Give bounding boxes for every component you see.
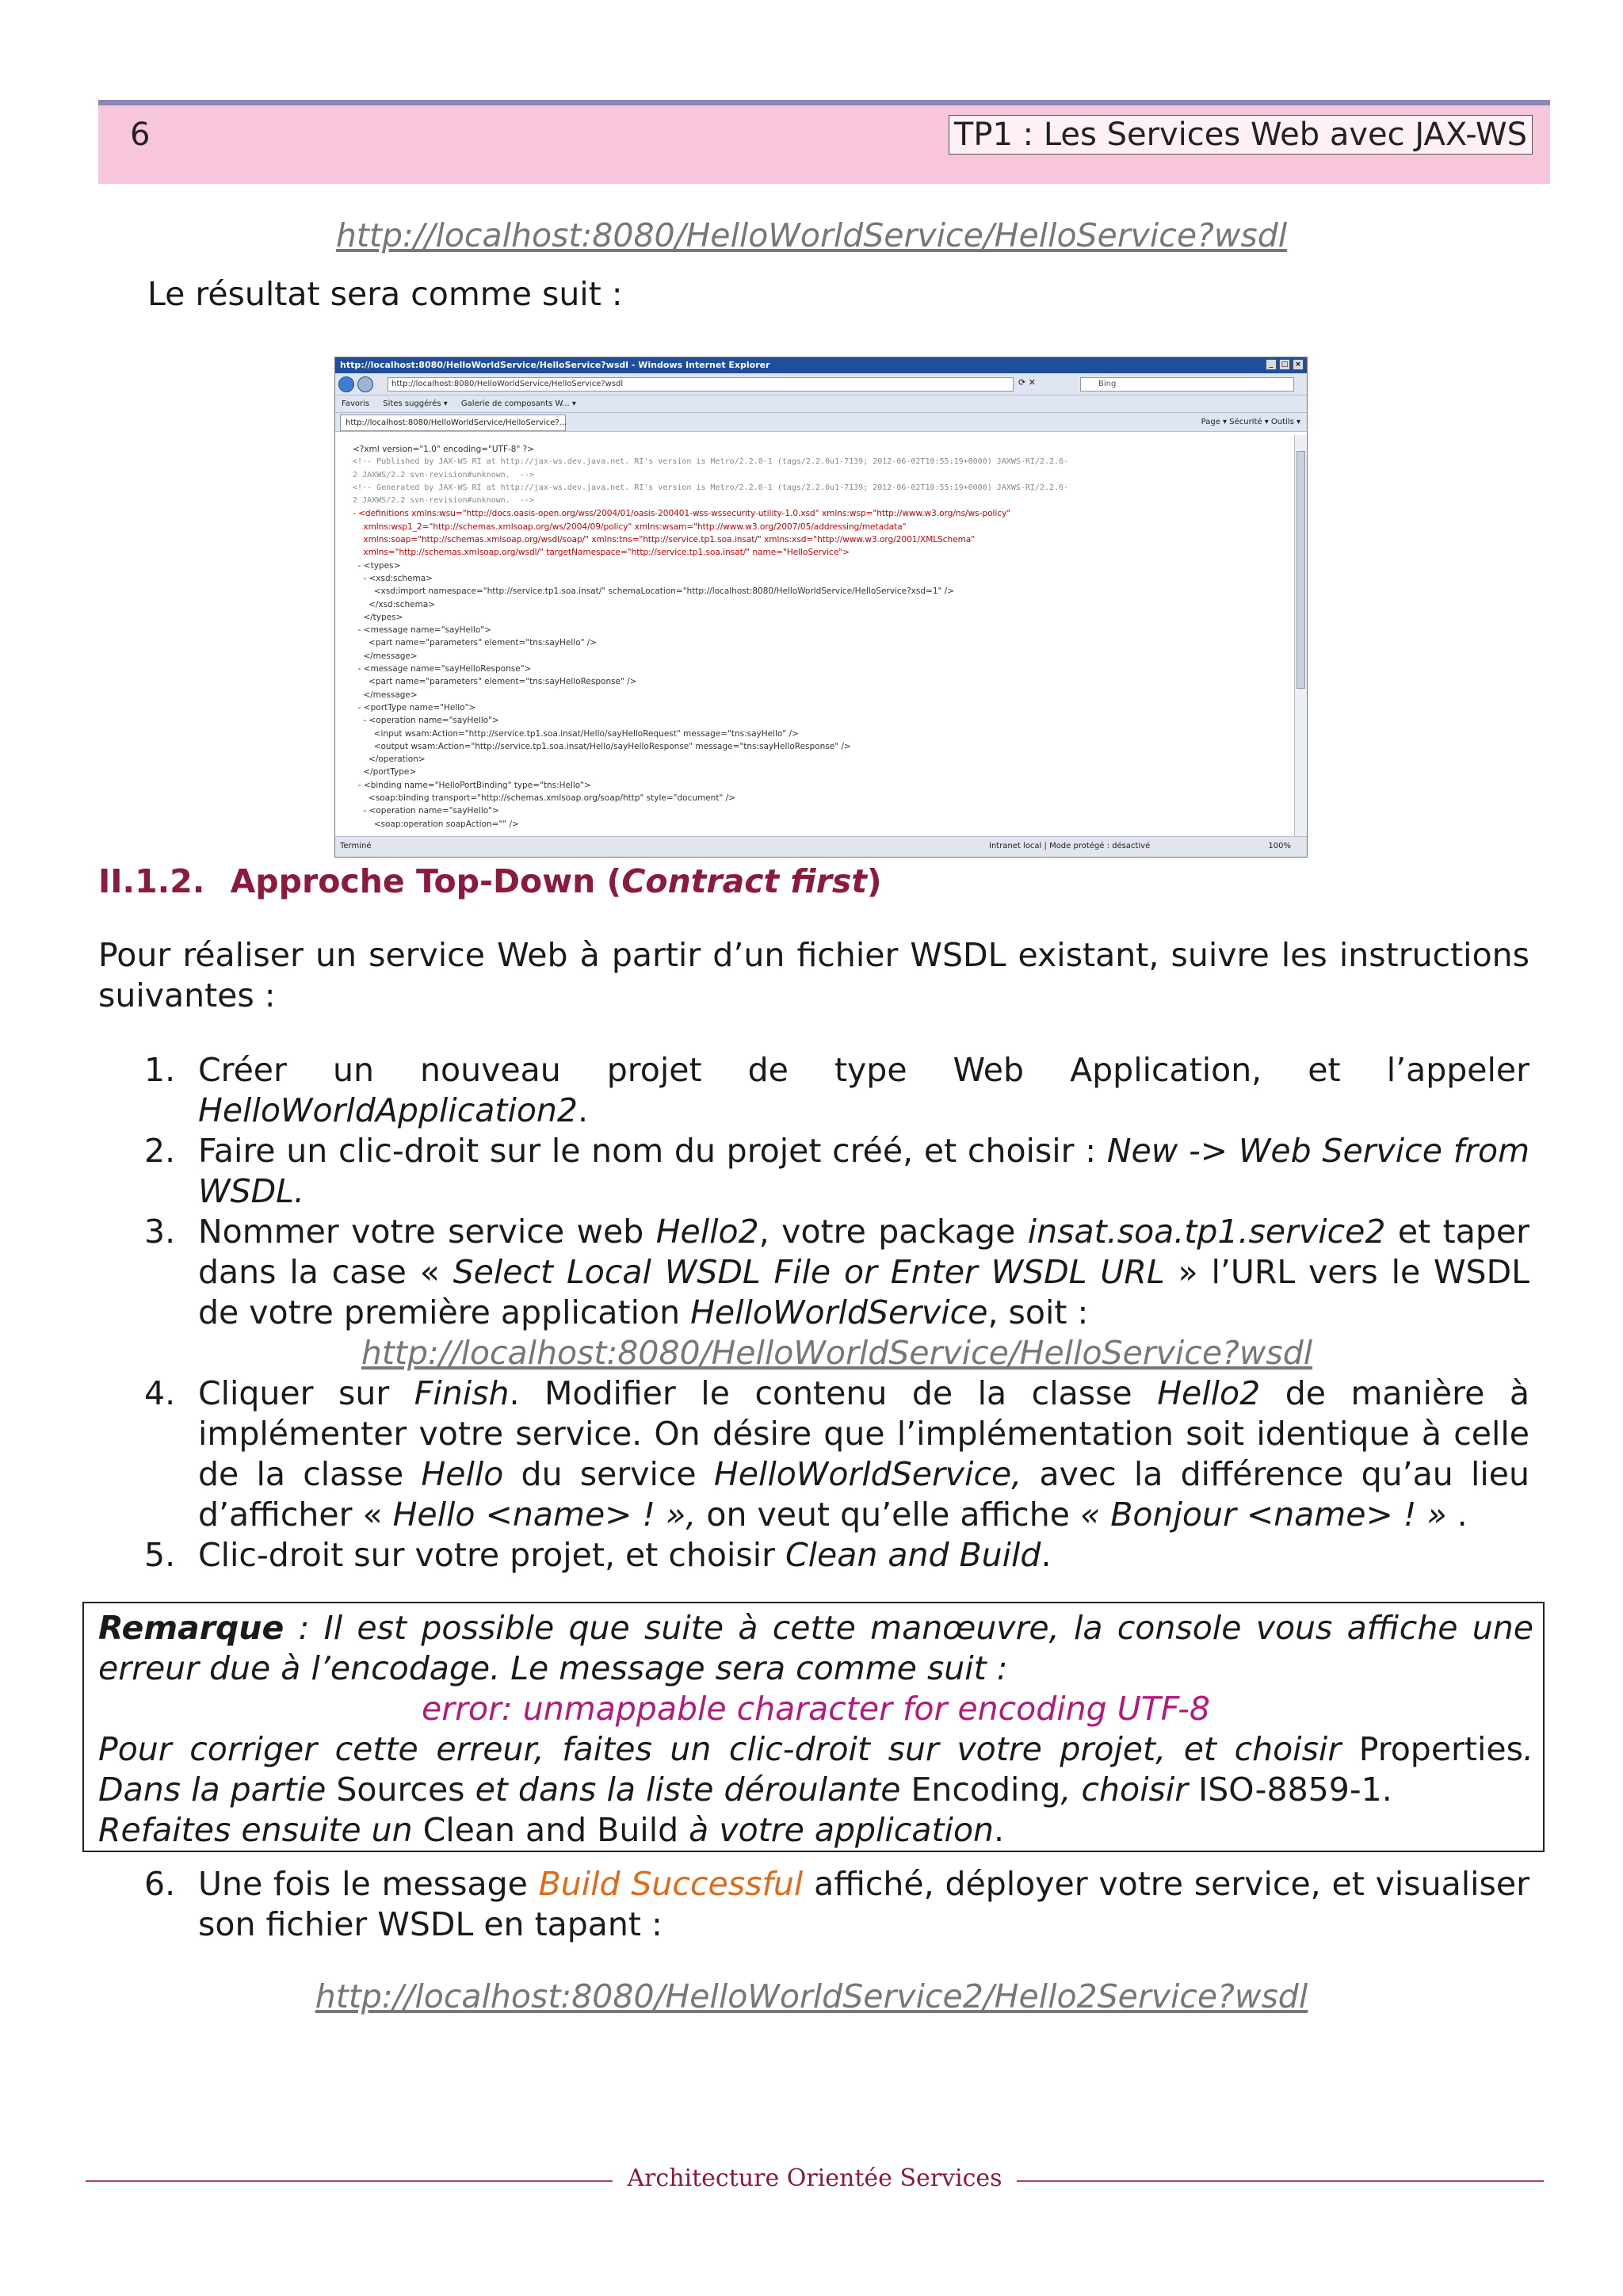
step-text: , soit : bbox=[987, 1293, 1089, 1331]
remark-intro bbox=[98, 1608, 1533, 1689]
button-name: Finish bbox=[414, 1374, 510, 1412]
wsdl-link-2[interactable]: http://localhost:8080/HelloWorldService/HelloService?wsdl bbox=[361, 1334, 1313, 1372]
error-message: error: unmappable character for encoding UTF-8 bbox=[422, 1690, 1210, 1728]
xml-line: <output wsam:Action="http://service.tp1.soa.insat/Hello/sayHelloResponse" message="tns:sayHelloResponse" /> bbox=[353, 741, 851, 751]
status-text: Terminé bbox=[340, 842, 372, 850]
step-6 bbox=[144, 1864, 1529, 1945]
scrollbar-thumb[interactable] bbox=[1296, 451, 1305, 689]
xml-line: 2 JAXWS/2.2 svn-revision#unknown. --> bbox=[353, 496, 534, 506]
refresh-icon[interactable]: ⟳ ✕ bbox=[1018, 377, 1036, 388]
section-title-suffix: ) bbox=[866, 862, 882, 900]
step-text: Cliquer sur bbox=[198, 1374, 414, 1412]
step-5 bbox=[144, 1535, 1529, 1576]
remark-text: Refaites ensuite un bbox=[98, 1811, 423, 1849]
xml-line: <xsd:import namespace="http://service.tp1.soa.insat/" schemaLocation="http://localhost:8080/HelloWorldService/HelloService?xsd=1" /> bbox=[353, 586, 955, 597]
step-text: . bbox=[1446, 1496, 1468, 1534]
gallery-link[interactable]: Galerie de composants W... ▾ bbox=[460, 399, 576, 408]
menu-item: Encoding bbox=[911, 1771, 1061, 1809]
back-icon[interactable] bbox=[338, 376, 354, 392]
security-zone: Intranet local | Mode protégé : désactivé bbox=[989, 842, 1151, 850]
step-text: Une fois le message bbox=[198, 1865, 539, 1903]
section-number: II.1.2. bbox=[98, 862, 205, 900]
xml-line: xmlns:wsp1_2="http://schemas.xmlsoap.org/ws/2004/09/policy" xmlns:wsam="http://www.w3.org/2007/05/addressing/metadata" bbox=[353, 521, 907, 532]
step-text: . bbox=[578, 1091, 589, 1129]
xml-line: - <portType name="Hello"> bbox=[353, 702, 476, 712]
ie-toolbar-commands[interactable]: Page ▾ Sécurité ▾ Outils ▾ bbox=[1201, 418, 1300, 426]
step-text: , votre package bbox=[758, 1213, 1028, 1251]
remark-rebuild bbox=[98, 1810, 1533, 1851]
section-heading bbox=[98, 862, 882, 900]
footer-text-wrap bbox=[86, 2164, 1544, 2192]
footer-text: Architecture Orientée Services bbox=[613, 2164, 1016, 2192]
remark-text: . bbox=[1381, 1771, 1392, 1809]
minimize-icon[interactable]: _ bbox=[1266, 359, 1277, 370]
xml-line: <part name="parameters" element="tns:sayHello" /> bbox=[353, 638, 598, 648]
ie-title-bar bbox=[335, 357, 1307, 373]
xml-line: xmlns="http://schemas.xmlsoap.org/wsdl/" targetNamespace="http://service.tp1.soa.insat/" name="HelloService"> bbox=[353, 548, 850, 558]
menu-path: New -> Web Service from WSDL. bbox=[198, 1132, 1530, 1210]
step-text: affiché, déployer votre service, et visualiser son fichier WSDL en tapant : bbox=[198, 1865, 1529, 1943]
menu-item: Sources bbox=[336, 1771, 465, 1809]
xml-line: - <operation name="sayHello"> bbox=[353, 716, 499, 726]
url-line-2 bbox=[144, 1333, 1529, 1373]
xml-line: <!-- Generated by JAX-WS RI at http://jax-ws.dev.java.net. RI's version is Metro/2.2.0-1 (tags/2.2.0u1-7139; 2012-06-02T10:55:19+0000) JAXWS-RI/2.2.6- bbox=[353, 483, 1069, 492]
page-number: 6 bbox=[130, 117, 151, 153]
remark-label: Remarque bbox=[98, 1609, 285, 1647]
step-text: Créer un nouveau projet de type Web Application, et l’appeler bbox=[198, 1051, 1529, 1089]
app-name: HelloWorldService bbox=[690, 1293, 988, 1331]
xml-line: <input wsam:Action="http://service.tp1.soa.insat/Hello/sayHelloRequest" message="tns:sayHello" /> bbox=[353, 728, 799, 739]
step-text: . bbox=[1041, 1536, 1052, 1574]
output-text: Hello <name> ! », bbox=[392, 1496, 697, 1534]
xml-line: </xsd:schema> bbox=[353, 599, 436, 609]
service-name: HelloWorldService, bbox=[713, 1455, 1022, 1493]
section-title-italic: Contract first bbox=[621, 862, 867, 900]
xml-line: </operation> bbox=[353, 755, 426, 765]
vertical-scrollbar[interactable] bbox=[1294, 435, 1307, 838]
ie-tab-bar bbox=[335, 413, 1307, 432]
xml-line: - <binding name="HelloPortBinding" type="tns:Hello"> bbox=[353, 780, 591, 790]
action-name: Clean and Build bbox=[422, 1811, 679, 1849]
steps-list-continued bbox=[144, 1864, 1529, 1945]
remark-box bbox=[82, 1602, 1545, 1852]
result-text: Le résultat sera comme suit : bbox=[147, 275, 623, 313]
xml-line: - <operation name="sayHello"> bbox=[353, 806, 499, 816]
encoding-value: ISO-8859-1 bbox=[1198, 1771, 1382, 1809]
xml-line: 2 JAXWS/2.2 svn-revision#unknown. --> bbox=[353, 470, 534, 479]
class-name: Hello2 bbox=[1157, 1374, 1261, 1412]
step-text: on veut qu’elle affiche bbox=[696, 1496, 1080, 1534]
step-text: du service bbox=[503, 1455, 714, 1493]
xml-line: - <message name="sayHelloResponse"> bbox=[353, 664, 532, 674]
menu-item: Properties bbox=[1358, 1730, 1523, 1768]
step-number: 5. bbox=[144, 1536, 176, 1574]
xml-document-view bbox=[335, 435, 1294, 838]
remark-text: . bbox=[994, 1811, 1005, 1849]
ie-window-title: http://localhost:8080/HelloWorldService/HelloService?wsdl - Windows Internet Explorer bbox=[340, 360, 770, 370]
wsdl-link-1[interactable]: http://localhost:8080/HelloWorldService/HelloService?wsdl bbox=[335, 216, 1288, 254]
header-title: TP1 : Les Services Web avec JAX-WS bbox=[949, 115, 1533, 155]
section-title-prefix: Approche Top-Down ( bbox=[230, 862, 622, 900]
step-3 bbox=[144, 1212, 1529, 1373]
intro-paragraph: Pour réaliser un service Web à partir d’un fichier WSDL existant, suivre les instructions suivantes : bbox=[98, 936, 1529, 1014]
xml-line: <!-- Published by JAX-WS RI at http://jax-ws.dev.java.net. RI's version is Metro/2.2.0-1 (tags/2.2.0u1-7139; 2012-06-02T10:55:19+0000) JAXWS-RI/2.2.6- bbox=[353, 457, 1069, 467]
zoom-level[interactable]: 100% bbox=[1268, 842, 1291, 850]
step-number: 2. bbox=[144, 1132, 176, 1170]
remark-fix bbox=[98, 1729, 1533, 1810]
maximize-icon[interactable]: □ bbox=[1279, 359, 1290, 370]
wsdl-link-3[interactable]: http://localhost:8080/HelloWorldService2/Hello2Service?wsdl bbox=[315, 1977, 1308, 2015]
action-name: Clean and Build bbox=[785, 1536, 1041, 1574]
remark-text: . Dans la partie bbox=[98, 1730, 1533, 1809]
suggested-sites-link[interactable]: Sites suggérés ▾ bbox=[383, 399, 448, 408]
page-header bbox=[98, 100, 1550, 184]
xml-line: - <definitions xmlns:wsu="http://docs.oasis-open.org/wss/2004/01/oasis-200401-wss-wssecurity-utility-1.0.xsd" xmlns:wsp="http://www.w3.org/ns/ws-policy" bbox=[353, 509, 1011, 519]
page-footer bbox=[86, 2164, 1544, 2196]
ie-tab[interactable]: http://localhost:8080/HelloWorldService/HelloService?... bbox=[340, 415, 566, 431]
step-text: et taper dans la case « bbox=[198, 1213, 1529, 1291]
step-number: 3. bbox=[144, 1213, 176, 1251]
step-4 bbox=[144, 1373, 1529, 1535]
xml-line: </types> bbox=[353, 612, 403, 622]
xml-line: - <xsd:schema> bbox=[353, 573, 433, 583]
favorites-button[interactable]: Favoris bbox=[342, 399, 370, 408]
class-name: Hello bbox=[421, 1455, 504, 1493]
step-text: avec la différence qu’au lieu d’afficher « bbox=[198, 1455, 1529, 1534]
step-1 bbox=[144, 1050, 1529, 1131]
field-name: Select Local WSDL File or Enter WSDL URL bbox=[453, 1253, 1165, 1291]
xml-line: </message> bbox=[353, 651, 418, 661]
output-text: « Bonjour <name> ! » bbox=[1079, 1496, 1447, 1534]
step-2 bbox=[144, 1131, 1529, 1212]
build-message: Build Successful bbox=[538, 1865, 804, 1903]
remark-text: , choisir bbox=[1060, 1771, 1199, 1809]
remark-text: et dans la liste déroulante bbox=[464, 1771, 911, 1809]
forward-icon[interactable] bbox=[357, 376, 373, 392]
step-text: » l’URL vers le WSDL de votre première application bbox=[198, 1253, 1529, 1331]
step-text: Faire un clic-droit sur le nom du projet créé, et choisir : bbox=[198, 1132, 1107, 1170]
xml-line: - <message name="sayHello"> bbox=[353, 625, 491, 636]
xml-line: - <types> bbox=[353, 560, 401, 571]
close-icon[interactable]: × bbox=[1293, 359, 1304, 370]
xml-line: <soap:operation soapAction="" /> bbox=[353, 819, 519, 829]
ie-status-bar bbox=[335, 836, 1307, 857]
ie-url-input[interactable]: http://localhost:8080/HelloWorldService/HelloService?wsdl bbox=[388, 377, 1014, 392]
step-text: Nommer votre service web bbox=[198, 1213, 656, 1251]
url-line-3 bbox=[0, 1977, 1623, 2015]
xml-line: xmlns:soap="http://schemas.xmlsoap.org/wsdl/soap/" xmlns:tns="http://service.tp1.soa.insat/" xmlns:xsd="http://www.w3.org/2001/XMLSchema" bbox=[353, 535, 976, 545]
step-number: 6. bbox=[144, 1865, 176, 1903]
url-line-1 bbox=[0, 216, 1623, 254]
step-text: Clic-droit sur votre projet, et choisir bbox=[198, 1536, 785, 1574]
xml-line: <soap:binding transport="http://schemas.xmlsoap.org/soap/http" style="document" /> bbox=[353, 793, 735, 804]
steps-list bbox=[144, 1050, 1529, 1576]
package-name: insat.soa.tp1.service2 bbox=[1027, 1213, 1386, 1251]
ie-address-bar bbox=[335, 373, 1307, 395]
remark-text: Pour corriger cette erreur, faites un clic-droit sur votre projet, et choisir bbox=[98, 1730, 1359, 1768]
ie-favorites-bar bbox=[335, 395, 1307, 413]
remark-text: à votre application bbox=[678, 1811, 995, 1849]
service-name: Hello2 bbox=[655, 1213, 759, 1251]
xml-line: <part name="parameters" element="tns:sayHelloResponse" /> bbox=[353, 677, 637, 687]
step-text: de manière à implémenter votre service. On désire que l’implémentation soit identique à celle de la classe bbox=[198, 1374, 1529, 1493]
step-number: 4. bbox=[144, 1374, 176, 1412]
remark-text: : Il est possible que suite à cette manœuvre, la console vous affiche une erreur due à l’encodage. Le message sera comme suit : bbox=[98, 1609, 1533, 1687]
step-text: . Modifier le contenu de la classe bbox=[509, 1374, 1158, 1412]
ie-search-input[interactable]: Bing bbox=[1080, 377, 1294, 392]
browser-screenshot bbox=[334, 357, 1308, 858]
xml-line: <?xml version="1.0" encoding="UTF-8" ?> bbox=[353, 445, 535, 454]
xml-line: </message> bbox=[353, 690, 418, 700]
xml-line: </portType> bbox=[353, 767, 417, 777]
project-name: HelloWorldApplication2 bbox=[198, 1091, 578, 1129]
step-number: 1. bbox=[144, 1051, 176, 1089]
